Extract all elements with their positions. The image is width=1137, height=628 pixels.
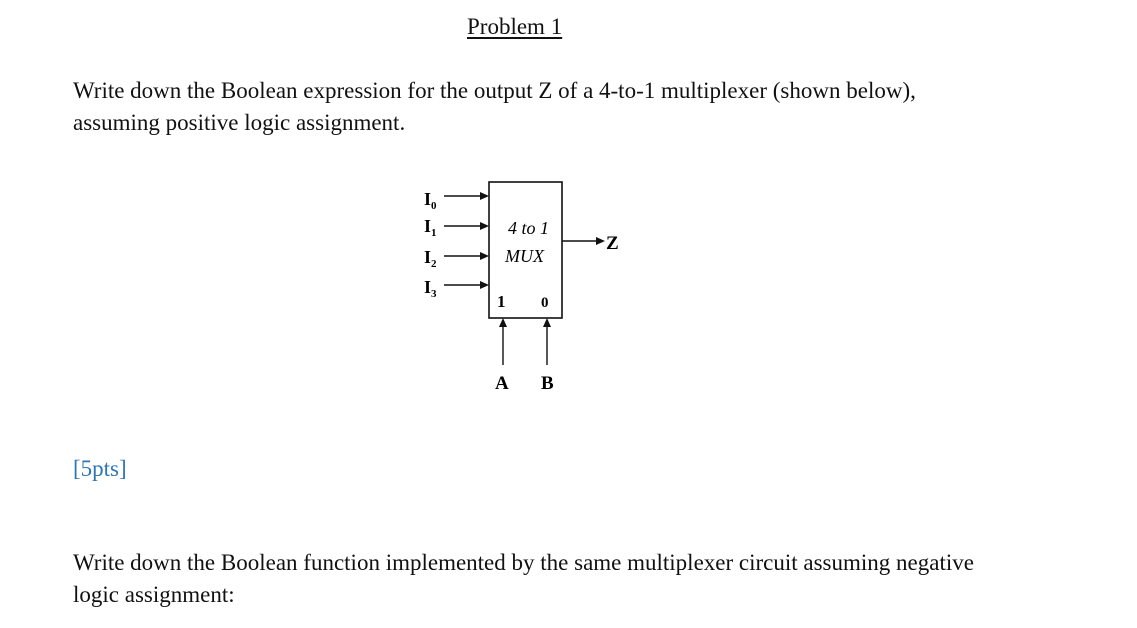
input-arrow-i0 xyxy=(444,192,489,200)
select-input-a: A xyxy=(495,373,509,394)
points-label: [5pts] xyxy=(73,456,127,481)
input-label-i3: $I_3$ xyxy=(424,277,437,300)
input-arrow-i1 xyxy=(444,222,489,230)
input-arrow-i3 xyxy=(444,281,489,289)
select-arrow-b xyxy=(543,318,551,365)
mux-label-line1: 4 to 1 xyxy=(508,218,550,238)
question-line-1: Write down the Boolean expression for the output Z of a 4-to-1 multiplexer (shown below), xyxy=(73,78,916,103)
problem-title: Problem 1 xyxy=(467,14,563,39)
followup-line-1: Write down the Boolean function implemented by the same multiplexer circuit assuming negative xyxy=(73,550,974,575)
output-label-z: Z xyxy=(606,233,619,254)
input-label-i1: $I_1$ xyxy=(424,216,437,239)
input-label-i0: $I_0$ xyxy=(424,189,437,212)
followup-line-2: logic assignment: xyxy=(73,582,235,607)
select-input-b: B xyxy=(541,373,554,394)
select-pin-label-0: 0 xyxy=(541,295,549,311)
select-arrow-a xyxy=(499,318,507,365)
input-arrow-i2 xyxy=(444,252,489,260)
followup-text xyxy=(73,547,974,611)
question-line-2: assuming positive logic assignment. xyxy=(73,110,406,135)
mux-label-line2: MUX xyxy=(505,246,544,266)
input-label-i2: $I_2$ xyxy=(424,247,437,270)
select-pin-label-1: 1 xyxy=(497,292,506,311)
output-arrow xyxy=(562,237,605,245)
